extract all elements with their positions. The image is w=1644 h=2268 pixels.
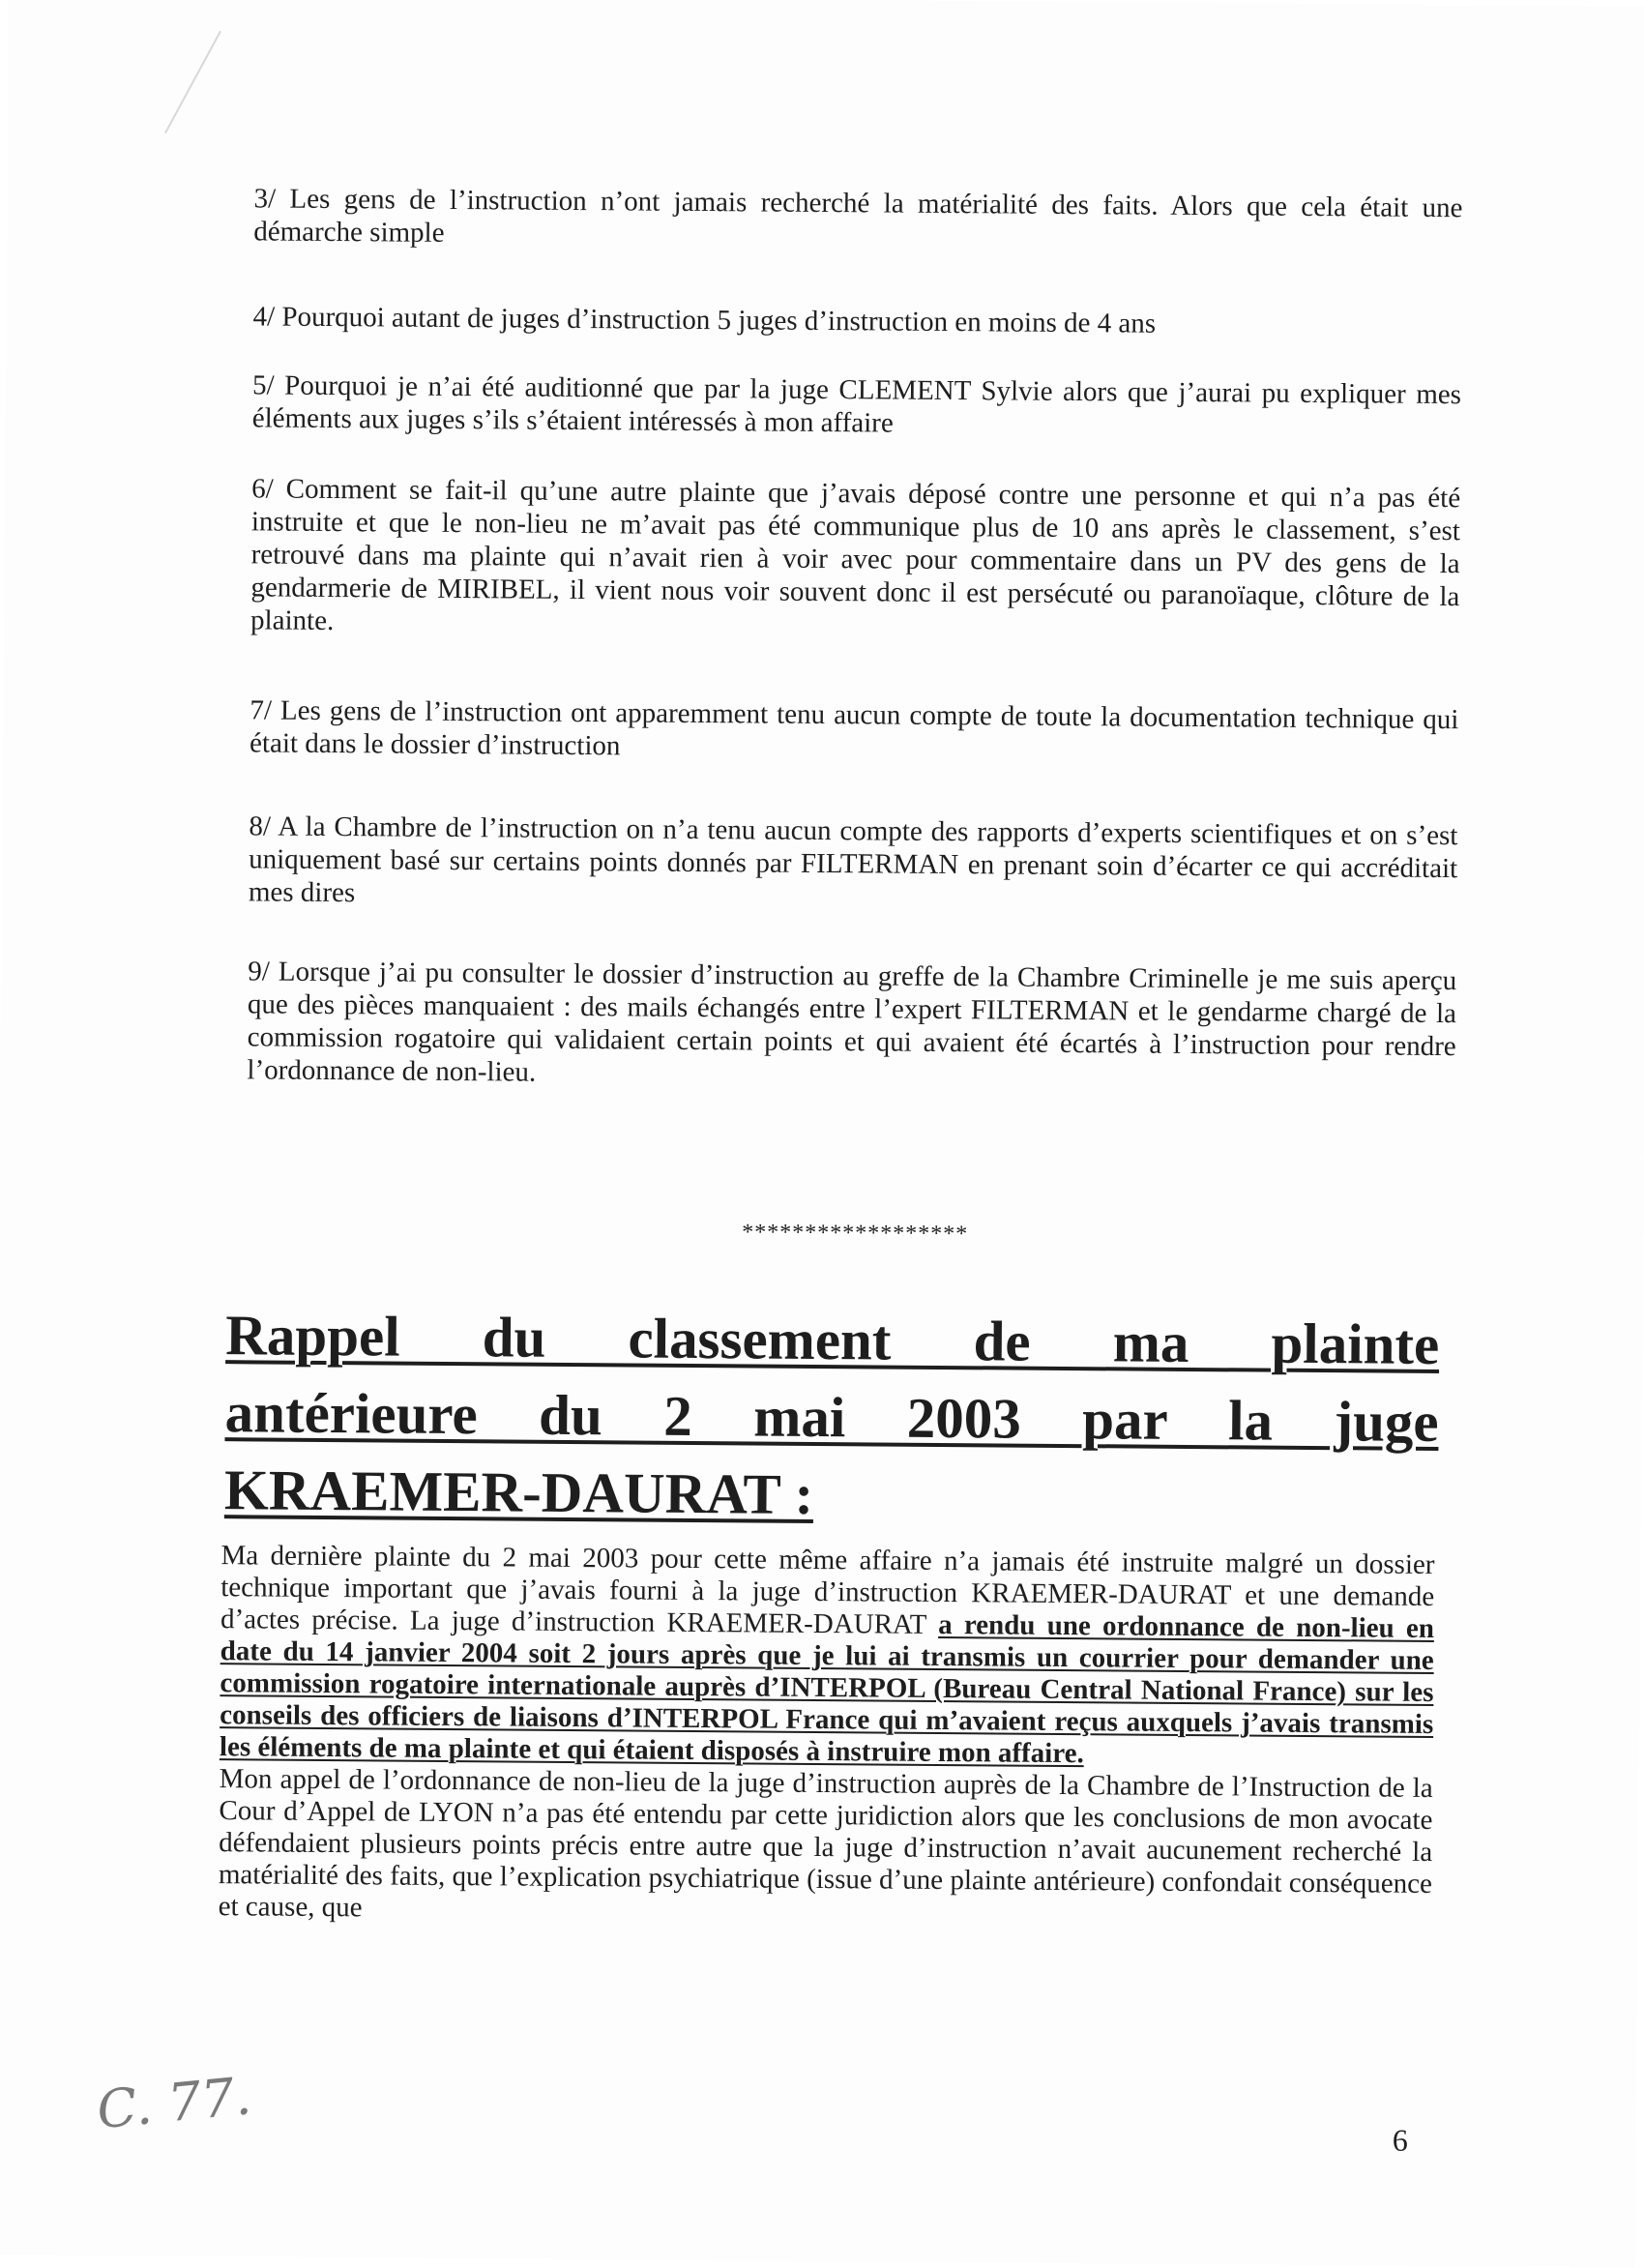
body-emphasis: a rendu une ordonnance de non-lieu en date du 14 janvier 2004 soit 2 jours après que je lui ai transmis un courrier pour demander une commission rogatoire internationale auprès d’INTERPOL (Bureau Central National France) sur les conseils des officiers de liaisons d’INTERPOL France qui m’avaient reçus auxquels j’avais transmis les éléments de ma plainte et qui étaient disposés à instruire mon affaire. <box>219 1608 1435 1770</box>
heading-line-2: antérieure du 2 mai 2003 par la juge <box>224 1380 1439 1455</box>
page-number: 6 <box>1392 2122 1408 2158</box>
scan-artifact-line <box>164 31 221 133</box>
body-intro: Ma dernière plainte du 2 mai 2003 pour cette même affaire n’a jamais été instruite malgré un dossier technique important que j’avais fourni à la juge d’instruction KRAEMER-DAURAT et une demande d’actes précise. La juge d’instruction KRAEMER-DAURAT <box>220 1540 1435 1640</box>
separator-stars: ****************** <box>742 1220 969 1248</box>
section-heading <box>224 1296 1440 1538</box>
paragraph-5: 5/ Pourquoi je n’ai été auditionné que par la juge CLEMENT Sylvie alors que j’aurai pu expliquer mes éléments aux juges s’ils s’étaient intéressés à mon affaire <box>251 369 1462 439</box>
handwritten-note: C. 77. <box>94 2065 254 2141</box>
paragraph-8: 8/ A la Chambre de l’instruction on n’a tenu aucun compte des rapports d’experts scientifiques et on s’est uniquement basé sur certains points donnés par FILTERMAN en prenant soin d’écarter ce qui accréditait mes dires <box>248 810 1458 909</box>
body-continuation: Mon appel de l’ordonnance de non-lieu de la juge d’instruction auprès de la Chambre de l’Instruction de la Cour d’Appel de LYON n’a pas été entendu par cette juridiction alors que les conclusions de mon avocate défendaient plusieurs points précis entre autre que la juge d’instruction n’avait aucunement recherché la matérialité des faits, que l’explication psychiatrique (issue d’une plainte antérieure) confondait conséquence et cause, que <box>218 1763 1433 1924</box>
section-body <box>219 1540 1435 1932</box>
paragraph-6: 6/ Comment se fait-il qu’une autre plainte que j’avais déposé contre une personne et qui n’a pas été instruite et que le non-lieu ne m’avait pas été communique plus de 10 ans après le classement, s’est retrouvé dans ma plainte qui n’avait rien à voir avec pour commentaire dans un PV des gens de la gendarmerie de MIRIBEL, il vient nous voir souvent donc il est persécuté ou paranoïaque, clôture de la plainte. <box>250 473 1461 637</box>
paragraph-9: 9/ Lorsque j’ai pu consulter le dossier d’instruction au greffe de la Chambre Criminelle je me suis aperçu que des pièces manquaient : des mails échangés entre l’expert FILTERMAN et le gendarme chargé de la commission rogatoire qui validaient certain points et qui avaient été écartés à l’instruction pour rendre l’ordonnance de non-lieu. <box>247 956 1457 1088</box>
paragraph-4: 4/ Pourquoi autant de juges d’instruction 5 juges d’instruction en moins de 4 ans <box>252 301 1157 339</box>
heading-line-3: KRAEMER-DAURAT : <box>223 1458 814 1526</box>
heading-line-1: Rappel du classement de ma plainte <box>225 1303 1440 1377</box>
paragraph-7: 7/ Les gens de l’instruction ont apparemment tenu aucun compte de toute la documentation technique qui était dans le dossier d’instruction <box>250 694 1459 762</box>
paragraph-3: 3/ Les gens de l’instruction n’ont jamais recherché la matérialité des faits. Alors que cela était une démarche simple <box>253 183 1463 249</box>
